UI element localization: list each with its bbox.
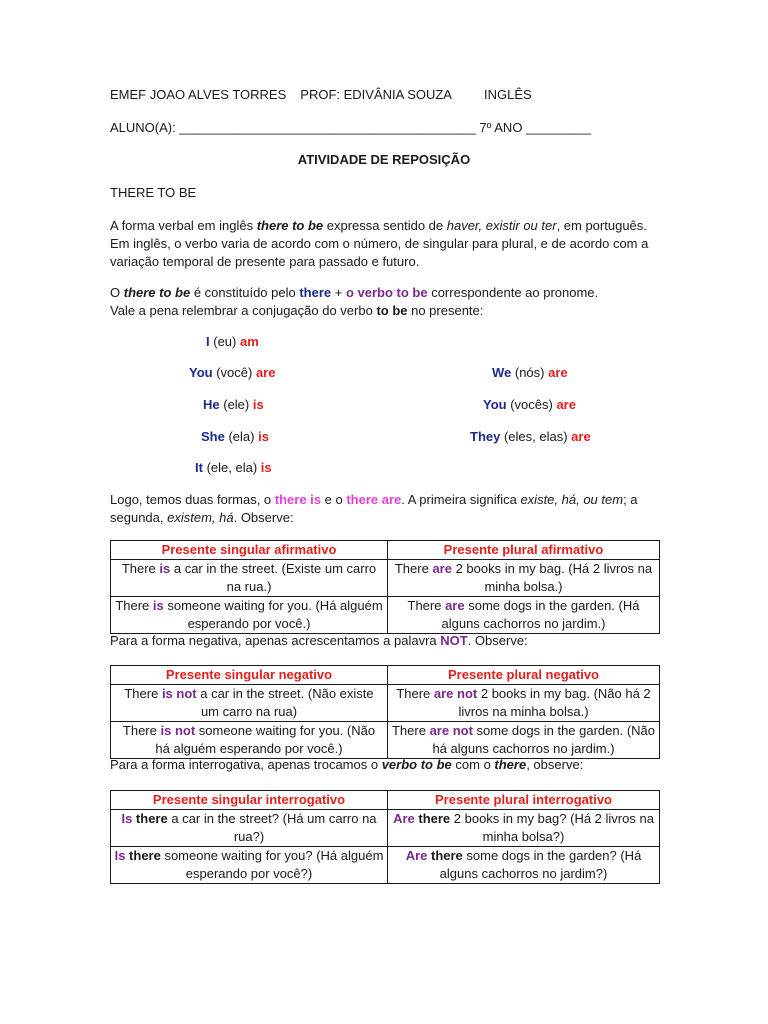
table-cell: Is there a car in the street? (Há um carro na rua?) [111, 810, 388, 847]
not-word: NOT [440, 633, 468, 648]
interrogative-intro: Para a forma interrogativa, apenas trocamos o verbo to be com o there, observe: [110, 757, 584, 772]
table-cell: There is a car in the street. (Existe um carro na rua.) [111, 560, 388, 597]
table-cell: There are some dogs in the garden. (Há alguns cachorros no jardim.) [388, 597, 660, 634]
conjugation-row [492, 365, 568, 380]
text: . Observe: [233, 510, 294, 525]
verb-form: are [548, 365, 568, 380]
text: é constituído pelo [190, 285, 300, 300]
intro-text: A forma verbal em inglês [110, 218, 257, 233]
pronoun: They [470, 429, 501, 444]
pronoun-meaning: (ela) [224, 429, 259, 444]
conjugation-row [203, 397, 264, 412]
verb-form: are [255, 365, 276, 380]
pronoun-meaning: (ele) [219, 397, 253, 412]
pronoun: You [189, 365, 213, 380]
forms-paragraph [110, 491, 650, 527]
text: correspondente ao pronome. [427, 285, 599, 300]
school-name: EMEF JOAO ALVES TORRES [110, 87, 287, 102]
meaning-singular: existe, há, ou tem [520, 492, 624, 507]
text: O [110, 285, 124, 300]
table-row [111, 847, 660, 884]
table-cell: There is not a car in the street. (Não existe um carro na rua) [111, 685, 388, 722]
intro-text: , em português. Em inglês, o verbo varia de acordo com o número, de singular para plural, e de acordo com a variação temporal de presente para passado e futuro. [110, 218, 649, 269]
table-cell: Are there some dogs in the garden? (Há alguns cachorros no jardim?) [388, 847, 660, 884]
verb-form: are [571, 429, 591, 444]
table-cell: There is not someone waiting for you. (Não há alguém esperando por você.) [111, 722, 388, 759]
header-line [110, 87, 532, 102]
pronoun: He [203, 397, 220, 412]
column-header: Presente plural interrogativo [388, 791, 660, 810]
column-header: Presente plural negativo [388, 666, 660, 685]
intro-paragraph [110, 217, 650, 271]
conjugation-row [206, 334, 259, 349]
table-cell: Are there 2 books in my bag? (Há 2 livros na minha bolsa?) [388, 810, 660, 847]
verb-form: is [258, 429, 269, 444]
table-cell: There is someone waiting for you. (Há alguém esperando por você.) [111, 597, 388, 634]
pronoun-meaning: (nós) [511, 365, 549, 380]
text: no presente: [407, 303, 484, 318]
term: there to be [123, 285, 191, 300]
column-header: Presente plural afirmativo [388, 541, 660, 560]
table-row [111, 560, 660, 597]
table-cell: Is there someone waiting for you? (Há alguém esperando por você?) [111, 847, 388, 884]
pronoun: It [195, 460, 203, 475]
student-line: ALUNO(A): _________________________________________ 7º ANO _________ [110, 120, 592, 135]
pronoun-meaning: (eles, elas) [500, 429, 572, 444]
table-row [111, 685, 660, 722]
conjugation-row [195, 460, 272, 475]
text: ; a segunda, [110, 492, 638, 525]
topic-heading: THERE TO BE [110, 185, 197, 200]
table-cell: There are 2 books in my bag. (Há 2 livros na minha bolsa.) [388, 560, 660, 597]
text: . A primeira significa [401, 492, 521, 507]
conjugation-row [189, 365, 275, 380]
conjugation-row [201, 429, 269, 444]
there-is-term: there is [274, 492, 322, 507]
pronoun: I [206, 334, 210, 349]
meaning-plural: existem, há [167, 510, 234, 525]
interrogative-table [110, 790, 660, 884]
affirmative-table [110, 540, 660, 634]
pronoun-meaning: (eu) [209, 334, 240, 349]
table-row [111, 810, 660, 847]
negative-intro: Para a forma negativa, apenas acrescentamos a palavra NOT. Observe: [110, 633, 528, 648]
table-row [111, 597, 660, 634]
page-title: ATIVIDADE DE REPOSIÇÃO [297, 152, 471, 167]
column-header: Presente singular interrogativo [111, 791, 388, 810]
column-header: Presente singular negativo [111, 666, 388, 685]
verb-form: are [556, 397, 576, 412]
verb-form: is [260, 460, 272, 475]
there-term: there [494, 757, 527, 772]
pronoun-meaning: (você) [212, 365, 256, 380]
column-header: Presente singular afirmativo [111, 541, 388, 560]
pronoun-meaning: (ele, ela) [202, 460, 261, 475]
table-header-row [111, 541, 660, 560]
verb-to-be-phrase: o verbo to be [345, 285, 428, 300]
text: Logo, temos duas formas, o [110, 492, 275, 507]
subject-name: INGLÊS [483, 87, 532, 102]
table-header-row [111, 791, 660, 810]
negative-table [110, 665, 660, 759]
pronoun: We [492, 365, 512, 380]
verb-to-be-term: verbo to be [381, 757, 452, 772]
teacher-name: PROF: EDIVÂNIA SOUZA [300, 87, 452, 102]
conjugation-row [483, 397, 576, 412]
table-cell: There are not 2 books in my bag. (Não há 2 livros na minha bolsa.) [388, 685, 660, 722]
intro-text: expressa sentido de [323, 218, 447, 233]
text: Vale a pena relembrar a conjugação do verbo [110, 303, 377, 318]
table-cell: There are not some dogs in the garden. (Não há alguns cachorros no jardim.) [388, 722, 660, 759]
there-word: there [299, 285, 332, 300]
table-header-row [111, 666, 660, 685]
table-row [111, 722, 660, 759]
conjugation-row [470, 429, 591, 444]
text: + [331, 285, 346, 300]
there-are-term: there are [346, 492, 402, 507]
to-be-word: to be [376, 303, 408, 318]
composition-paragraph [110, 284, 650, 320]
pronoun: She [201, 429, 225, 444]
intro-term: there to be [256, 218, 324, 233]
verb-form: is [252, 397, 264, 412]
intro-meaning: haver, existir ou ter [446, 218, 557, 233]
pronoun-meaning: (vocês) [506, 397, 557, 412]
pronoun: You [483, 397, 507, 412]
text: e o [321, 492, 347, 507]
verb-form: am [239, 334, 259, 349]
